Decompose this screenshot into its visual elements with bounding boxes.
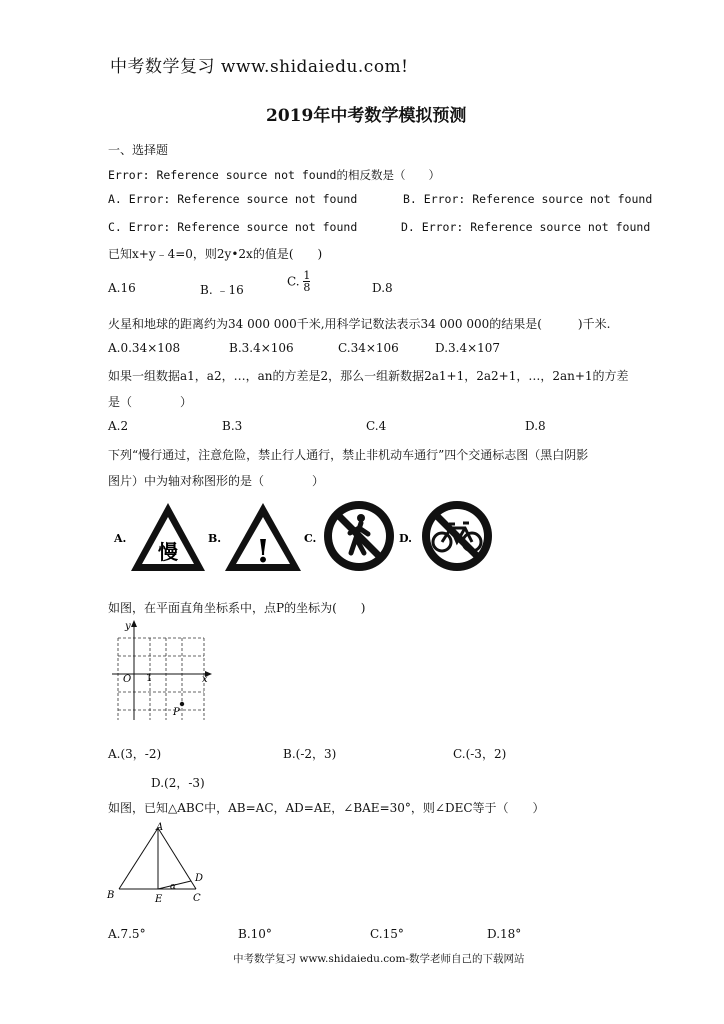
sign-label-b: B. — [208, 532, 222, 545]
q1-option-a: A. Error: Reference source not found — [108, 192, 358, 206]
traffic-signs-figure — [105, 498, 505, 578]
q4-stem-line1: 如果一组数据a1，a2，…，an的方差是2，那么一组新数据2a1+1，2a2+1，…，2an+1的方差 — [108, 369, 629, 383]
q3-option-b: B.3.4×106 — [229, 341, 294, 355]
coordinate-grid-figure — [108, 618, 216, 726]
q7-option-b: B.10° — [238, 927, 272, 941]
q7-option-c: C.15° — [370, 927, 404, 941]
sign-label-d: D. — [399, 532, 412, 545]
no-pedestrians-sign-icon — [324, 501, 394, 571]
q6-option-b: B.(-2，3) — [283, 747, 337, 761]
x-axis-label: x — [202, 674, 208, 685]
danger-sign-icon — [225, 503, 301, 571]
sign-label-c: C. — [304, 532, 317, 545]
slow-sign-char: 慢 — [158, 540, 178, 564]
vertex-a-label: A — [156, 822, 164, 833]
q3-option-a: A.0.34×108 — [108, 341, 181, 355]
q4-option-b: B.3 — [222, 419, 243, 433]
q7-stem: 如图，已知△ABC中，AB=AC，AD=AE，∠BAE=30°，则∠DEC等于（ ） — [108, 801, 545, 815]
q7-option-d: D.18° — [487, 927, 522, 941]
q7-option-a: A.7.5° — [108, 927, 146, 941]
q6-option-a: A.(3，-2) — [108, 747, 162, 761]
q3-stem: 火星和地球的距离约为34 000 000千米,用科学记数法表示34 000 000的结果是( )千米. — [108, 317, 611, 331]
vertex-c-label: C — [193, 893, 201, 904]
q5-stem-line2: 图片）中为轴对称图形的是（ ） — [108, 474, 325, 488]
vertex-e-label: E — [155, 894, 163, 905]
q2-option-c-label: C. — [287, 274, 300, 289]
q4-option-d: D.8 — [525, 419, 546, 433]
q6-option-d: D.(2，-3) — [151, 776, 205, 790]
no-bicycles-sign-icon — [422, 501, 492, 571]
section-heading: 一、选择题 — [108, 143, 169, 157]
q3-option-c: C.34×106 — [338, 341, 399, 355]
y-axis-arrow-icon — [131, 620, 137, 627]
y-axis-label: y — [125, 621, 131, 632]
fraction-denominator: 8 — [303, 281, 311, 294]
vertex-d-label: D — [195, 873, 204, 884]
point-p-label: P — [173, 707, 180, 718]
q1-stem: Error: Reference source not found的相反数是（ ） — [108, 168, 440, 182]
q2-option-d: D.8 — [372, 281, 393, 295]
q1-option-c: C. Error: Reference source not found — [108, 220, 358, 234]
q4-stem-line2: 是（ ） — [108, 395, 193, 409]
q4-option-c: C.4 — [366, 419, 387, 433]
q2-option-c — [287, 270, 310, 293]
q2-stem: 已知x+y﹣4=0，则2y•2x的值是( ) — [108, 247, 323, 261]
triangle-figure — [104, 818, 214, 908]
q1-option-b: B. Error: Reference source not found — [403, 192, 653, 206]
page-footer: 中考数学复习 www.shidaiedu.com-数学老师自己的下载网站 — [233, 953, 525, 965]
slow-sign-icon — [131, 503, 205, 571]
q2-option-c-fraction — [303, 270, 310, 293]
unit-label: 1 — [146, 673, 153, 684]
danger-sign-char: ! — [255, 532, 271, 570]
fraction-numerator: 1 — [303, 269, 311, 282]
angle-alpha-label: α — [170, 882, 177, 892]
q1-option-d: D. Error: Reference source not found — [401, 220, 651, 234]
q4-option-a: A.2 — [108, 419, 129, 433]
vertex-b-label: B — [107, 890, 115, 901]
q3-option-d: D.3.4×107 — [435, 341, 501, 355]
origin-label: O — [123, 674, 132, 685]
q6-option-c: C.(-3，2) — [453, 747, 507, 761]
point-p — [180, 702, 184, 706]
q2-option-b: B. ﹣16 — [200, 283, 244, 297]
q6-stem: 如图，在平面直角坐标系中，点P的坐标为( ) — [108, 601, 366, 615]
page-title: 2019年中考数学模拟预测 — [266, 106, 467, 126]
sign-label-a: A. — [114, 532, 127, 545]
q2-option-a: A.16 — [108, 281, 136, 295]
page-header: 中考数学复习 www.shidaiedu.com! — [110, 57, 409, 77]
q5-stem-line1: 下列“慢行通过，注意危险，禁止行人通行，禁止非机动车通行”四个交通标志图（黑白阴影 — [108, 448, 589, 462]
